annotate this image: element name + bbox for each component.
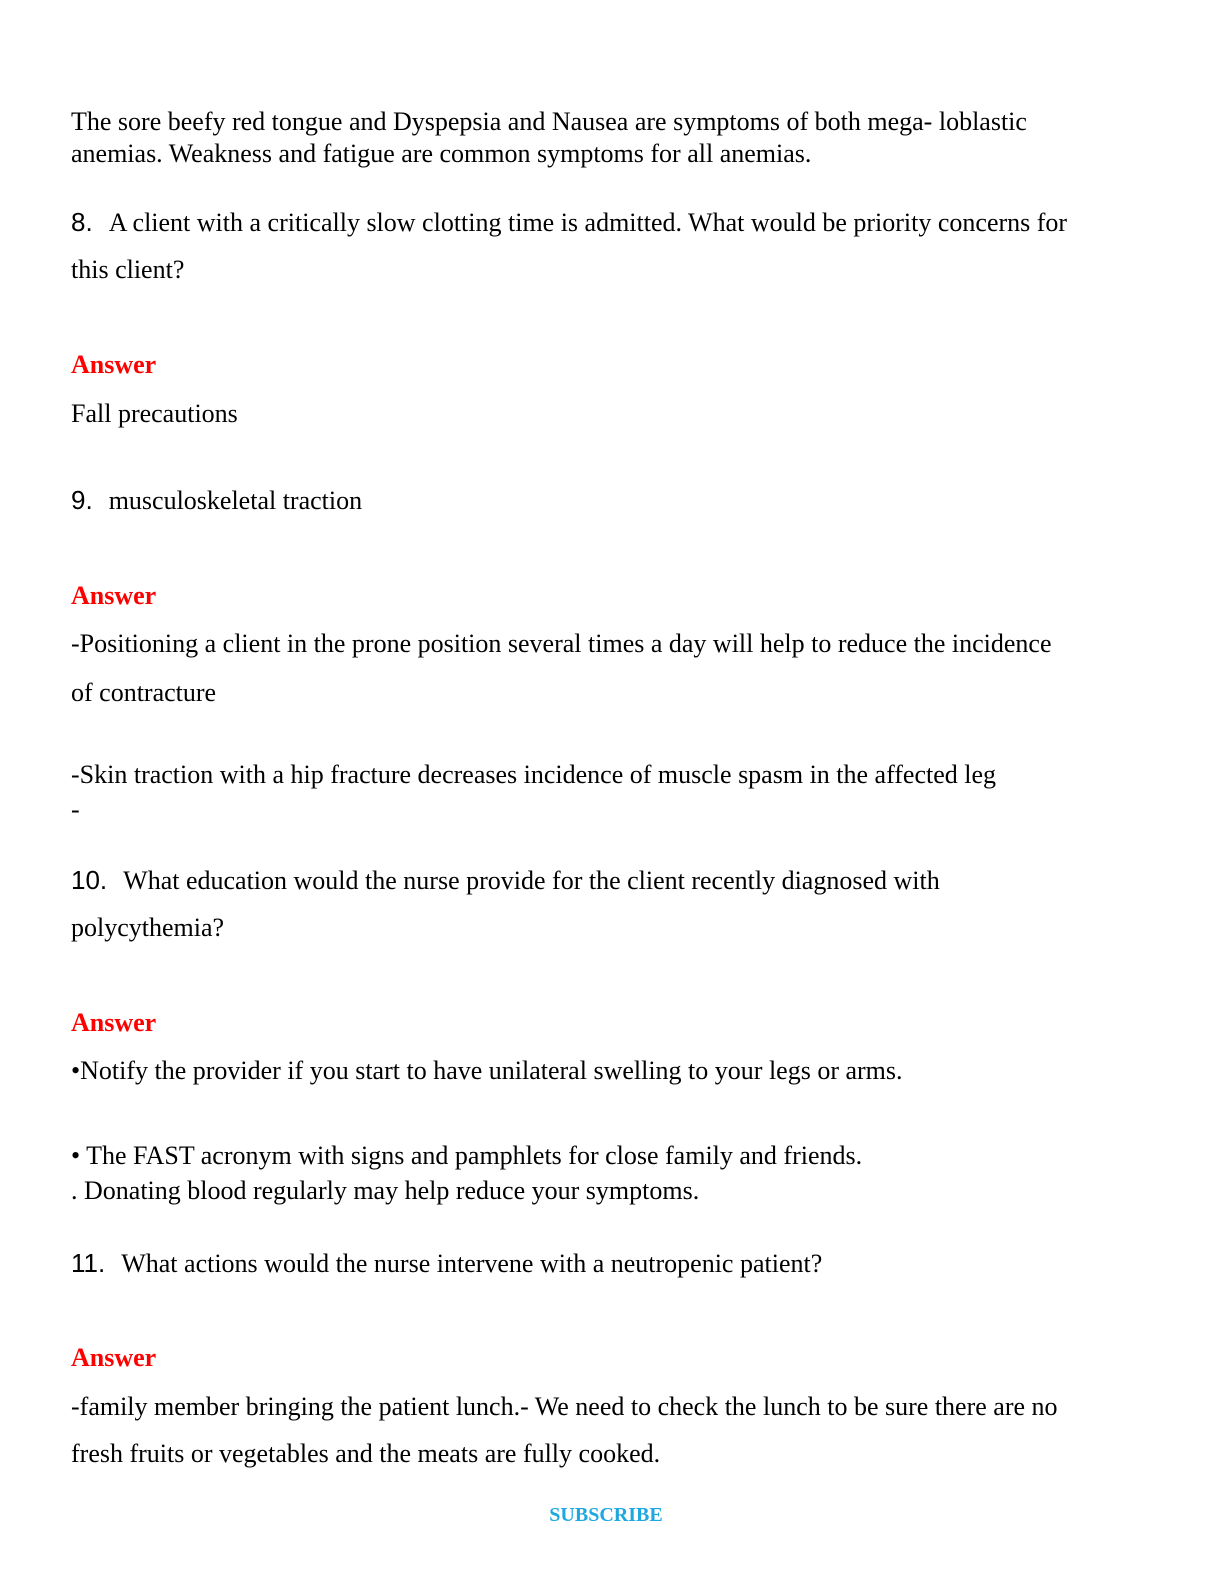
question-number: 9.	[71, 485, 93, 515]
question-8	[71, 206, 1067, 239]
answer-9-line-2: of contracture	[71, 678, 217, 707]
answer-10-line-3: . Donating blood regularly may help reduce your symptoms.	[71, 1176, 700, 1205]
question-text: A client with a critically slow clotting time is admitted. What would be priority concerns for	[108, 208, 1068, 237]
answer-10-line-2: • The FAST acronym with signs and pamphlets for close family and friends.	[71, 1141, 863, 1170]
answer-9-line-3: -Skin traction with a hip fracture decreases incidence of muscle spasm in the affected leg	[71, 760, 997, 789]
question-text: musculoskeletal traction	[108, 486, 363, 515]
answer-9-line-1: -Positioning a client in the prone position several times a day will help to reduce the incidence	[71, 629, 1052, 658]
answer-11-line-2: fresh fruits or vegetables and the meats are fully cooked.	[71, 1439, 661, 1468]
question-9	[71, 484, 362, 517]
question-text: What education would the nurse provide for the client recently diagnosed with	[123, 866, 940, 895]
answer-label: Answer	[71, 1008, 157, 1037]
answer-label: Answer	[71, 581, 157, 610]
question-8-line-2: this client?	[71, 255, 185, 284]
question-text: What actions would the nurse intervene with a neutropenic patient?	[121, 1249, 823, 1278]
answer-9-line-4: -	[71, 795, 80, 824]
answer-label: Answer	[71, 1343, 157, 1372]
question-10	[71, 864, 940, 897]
subscribe-link[interactable]: SUBSCRIBE	[549, 1504, 663, 1526]
answer-label: Answer	[71, 350, 157, 379]
question-number: 11.	[71, 1248, 106, 1278]
question-10-line-2: polycythemia?	[71, 913, 225, 942]
question-11	[71, 1247, 822, 1280]
intro-line-1: The sore beefy red tongue and Dyspepsia and Nausea are symptoms of both mega- loblastic	[71, 107, 1027, 136]
question-number: 10.	[71, 865, 108, 895]
intro-line-2: anemias. Weakness and fatigue are common symptoms for all anemias.	[71, 139, 812, 168]
question-number: 8.	[71, 207, 93, 237]
answer-8-line-1: Fall precautions	[71, 399, 238, 428]
answer-11-line-1: -family member bringing the patient lunch.- We need to check the lunch to be sure there are no	[71, 1392, 1058, 1421]
answer-10-line-1: •Notify the provider if you start to have unilateral swelling to your legs or arms.	[71, 1056, 903, 1085]
